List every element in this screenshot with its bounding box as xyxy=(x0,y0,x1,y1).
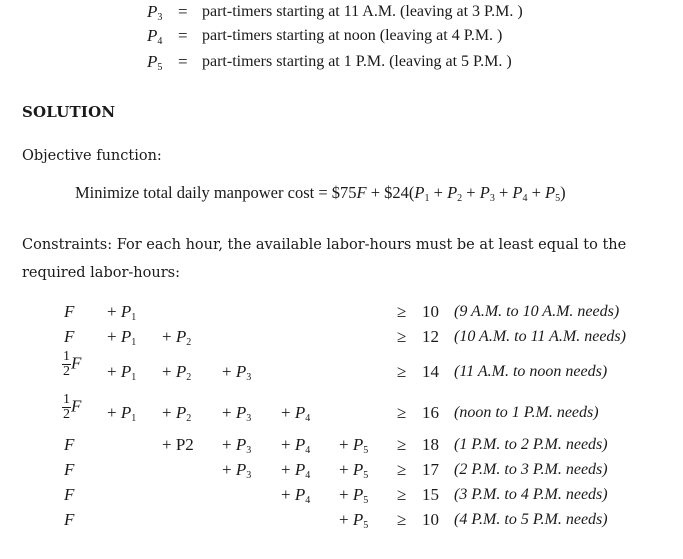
constraint-term: + $P_3$ xyxy=(222,362,252,383)
constraint-term: + $P_4$ xyxy=(281,485,311,506)
definition-row xyxy=(147,26,162,47)
constraint-rhs: 10 xyxy=(422,302,439,321)
constraints-intro-line2: required labor-hours: xyxy=(22,265,180,281)
fraction-half: $\frac{1}{2}$ xyxy=(63,392,70,422)
constraint-op: ≥ xyxy=(397,510,407,529)
fraction-half: $\frac{1}{2}$ xyxy=(63,349,70,379)
constraint-note: (11 A.M. to noon needs) xyxy=(454,363,608,380)
fulltime-var: F xyxy=(356,183,367,202)
def-text: part-timers starting at 11 A.M. (leaving at 3 P.M. ) xyxy=(202,3,523,20)
constraint-note: (2 P.M. to 3 P.M. needs) xyxy=(454,461,608,478)
constraint-term: + $P_2$ xyxy=(162,362,192,383)
constraint-term: + $P_4$ xyxy=(281,460,311,481)
half-F: $\frac{1}{2}$ F xyxy=(63,392,82,422)
constraint-term: + $P_1$ xyxy=(107,302,137,323)
constraint-rhs: 15 xyxy=(422,485,439,504)
constraint-term: + $P_3$ xyxy=(222,460,252,481)
constraint-op: ≥ xyxy=(397,362,407,381)
solution-heading: SOLUTION xyxy=(22,103,116,121)
constraint-term: + $P_5$ xyxy=(339,435,369,456)
constraint-term: + $P_2$ xyxy=(162,403,192,424)
constraint-op: ≥ xyxy=(397,327,407,346)
objective-label: Objective function: xyxy=(22,148,162,164)
constraint-note: (10 A.M. to 11 A.M. needs) xyxy=(454,328,626,345)
constraint-note: (3 P.M. to 4 P.M. needs) xyxy=(454,486,608,503)
constraint-rhs: 18 xyxy=(422,435,439,454)
constraint-op: ≥ xyxy=(397,485,407,504)
constraint-F: F xyxy=(64,435,75,454)
objective-function xyxy=(75,183,566,204)
constraint-note: (4 P.M. to 5 P.M. needs) xyxy=(454,511,608,528)
parttime-cost: $24 xyxy=(384,183,409,202)
constraint-note: (1 P.M. to 2 P.M. needs) xyxy=(454,436,608,453)
constraint-F: F xyxy=(64,510,75,529)
half-F: $\frac{1}{2}$ F xyxy=(63,349,82,379)
constraint-term: + $P_4$ xyxy=(281,403,311,424)
constraint-term: + $P_3$ xyxy=(222,403,252,424)
constraint-term: + $P_1$ xyxy=(107,403,137,424)
constraint-rhs: 12 xyxy=(422,327,439,346)
objective-equals: = xyxy=(318,183,328,202)
def-text: part-timers starting at noon (leaving at 4 P.M. ) xyxy=(202,27,503,44)
objective-plus: + xyxy=(370,183,381,202)
constraint-term: + $P_2$ xyxy=(162,327,192,348)
constraint-op: ≥ xyxy=(397,460,407,479)
constraint-rhs: 17 xyxy=(422,460,439,479)
def-text: part-timers starting at 1 P.M. (leaving at 5 P.M. ) xyxy=(202,53,512,70)
constraint-term: + $P_4$ xyxy=(281,435,311,456)
constraint-term: + $P_1$ xyxy=(107,327,137,348)
constraint-F: F xyxy=(64,327,75,346)
constraint-term: + $P_5$ xyxy=(339,460,369,481)
fulltime-cost: $75 xyxy=(331,183,357,202)
parttime-sum: $(P_1 + P_2 + P_3 + P_4 + P_5)$ xyxy=(408,183,566,204)
def-symbol: $P_5$ xyxy=(147,52,163,73)
constraints-intro-line1: Constraints: For each hour, the available labor-hours must be at least equal to the xyxy=(22,237,627,253)
objective-text: Minimize total daily manpower cost xyxy=(75,183,315,202)
constraint-op: ≥ xyxy=(397,435,407,454)
constraint-F: F xyxy=(64,302,75,321)
constraint-note: (noon to 1 P.M. needs) xyxy=(454,404,599,421)
constraint-F: F xyxy=(64,460,75,479)
def-symbol: $P_4$ xyxy=(147,26,163,47)
constraint-term: + $P_5$ xyxy=(339,510,369,531)
definition-row xyxy=(147,2,162,23)
def-equals: = xyxy=(178,2,188,21)
constraint-F: F xyxy=(64,485,75,504)
constraint-op: ≥ xyxy=(397,403,407,422)
constraint-note: (9 A.M. to 10 A.M. needs) xyxy=(454,303,620,320)
constraint-rhs: 10 xyxy=(422,510,439,529)
constraint-rhs: 16 xyxy=(422,403,439,422)
def-symbol: $P_3$ xyxy=(147,2,163,23)
constraint-term: + $P_1$ xyxy=(107,362,137,383)
constraint-term: + $P_3$ xyxy=(222,435,252,456)
constraint-rhs: 14 xyxy=(422,362,439,381)
constraint-op: ≥ xyxy=(397,302,407,321)
def-equals: = xyxy=(178,26,188,45)
constraint-term: + $P_5$ xyxy=(339,485,369,506)
constraint-term: + P2 xyxy=(162,435,194,454)
def-equals: = xyxy=(178,52,188,71)
definition-row xyxy=(147,52,162,73)
